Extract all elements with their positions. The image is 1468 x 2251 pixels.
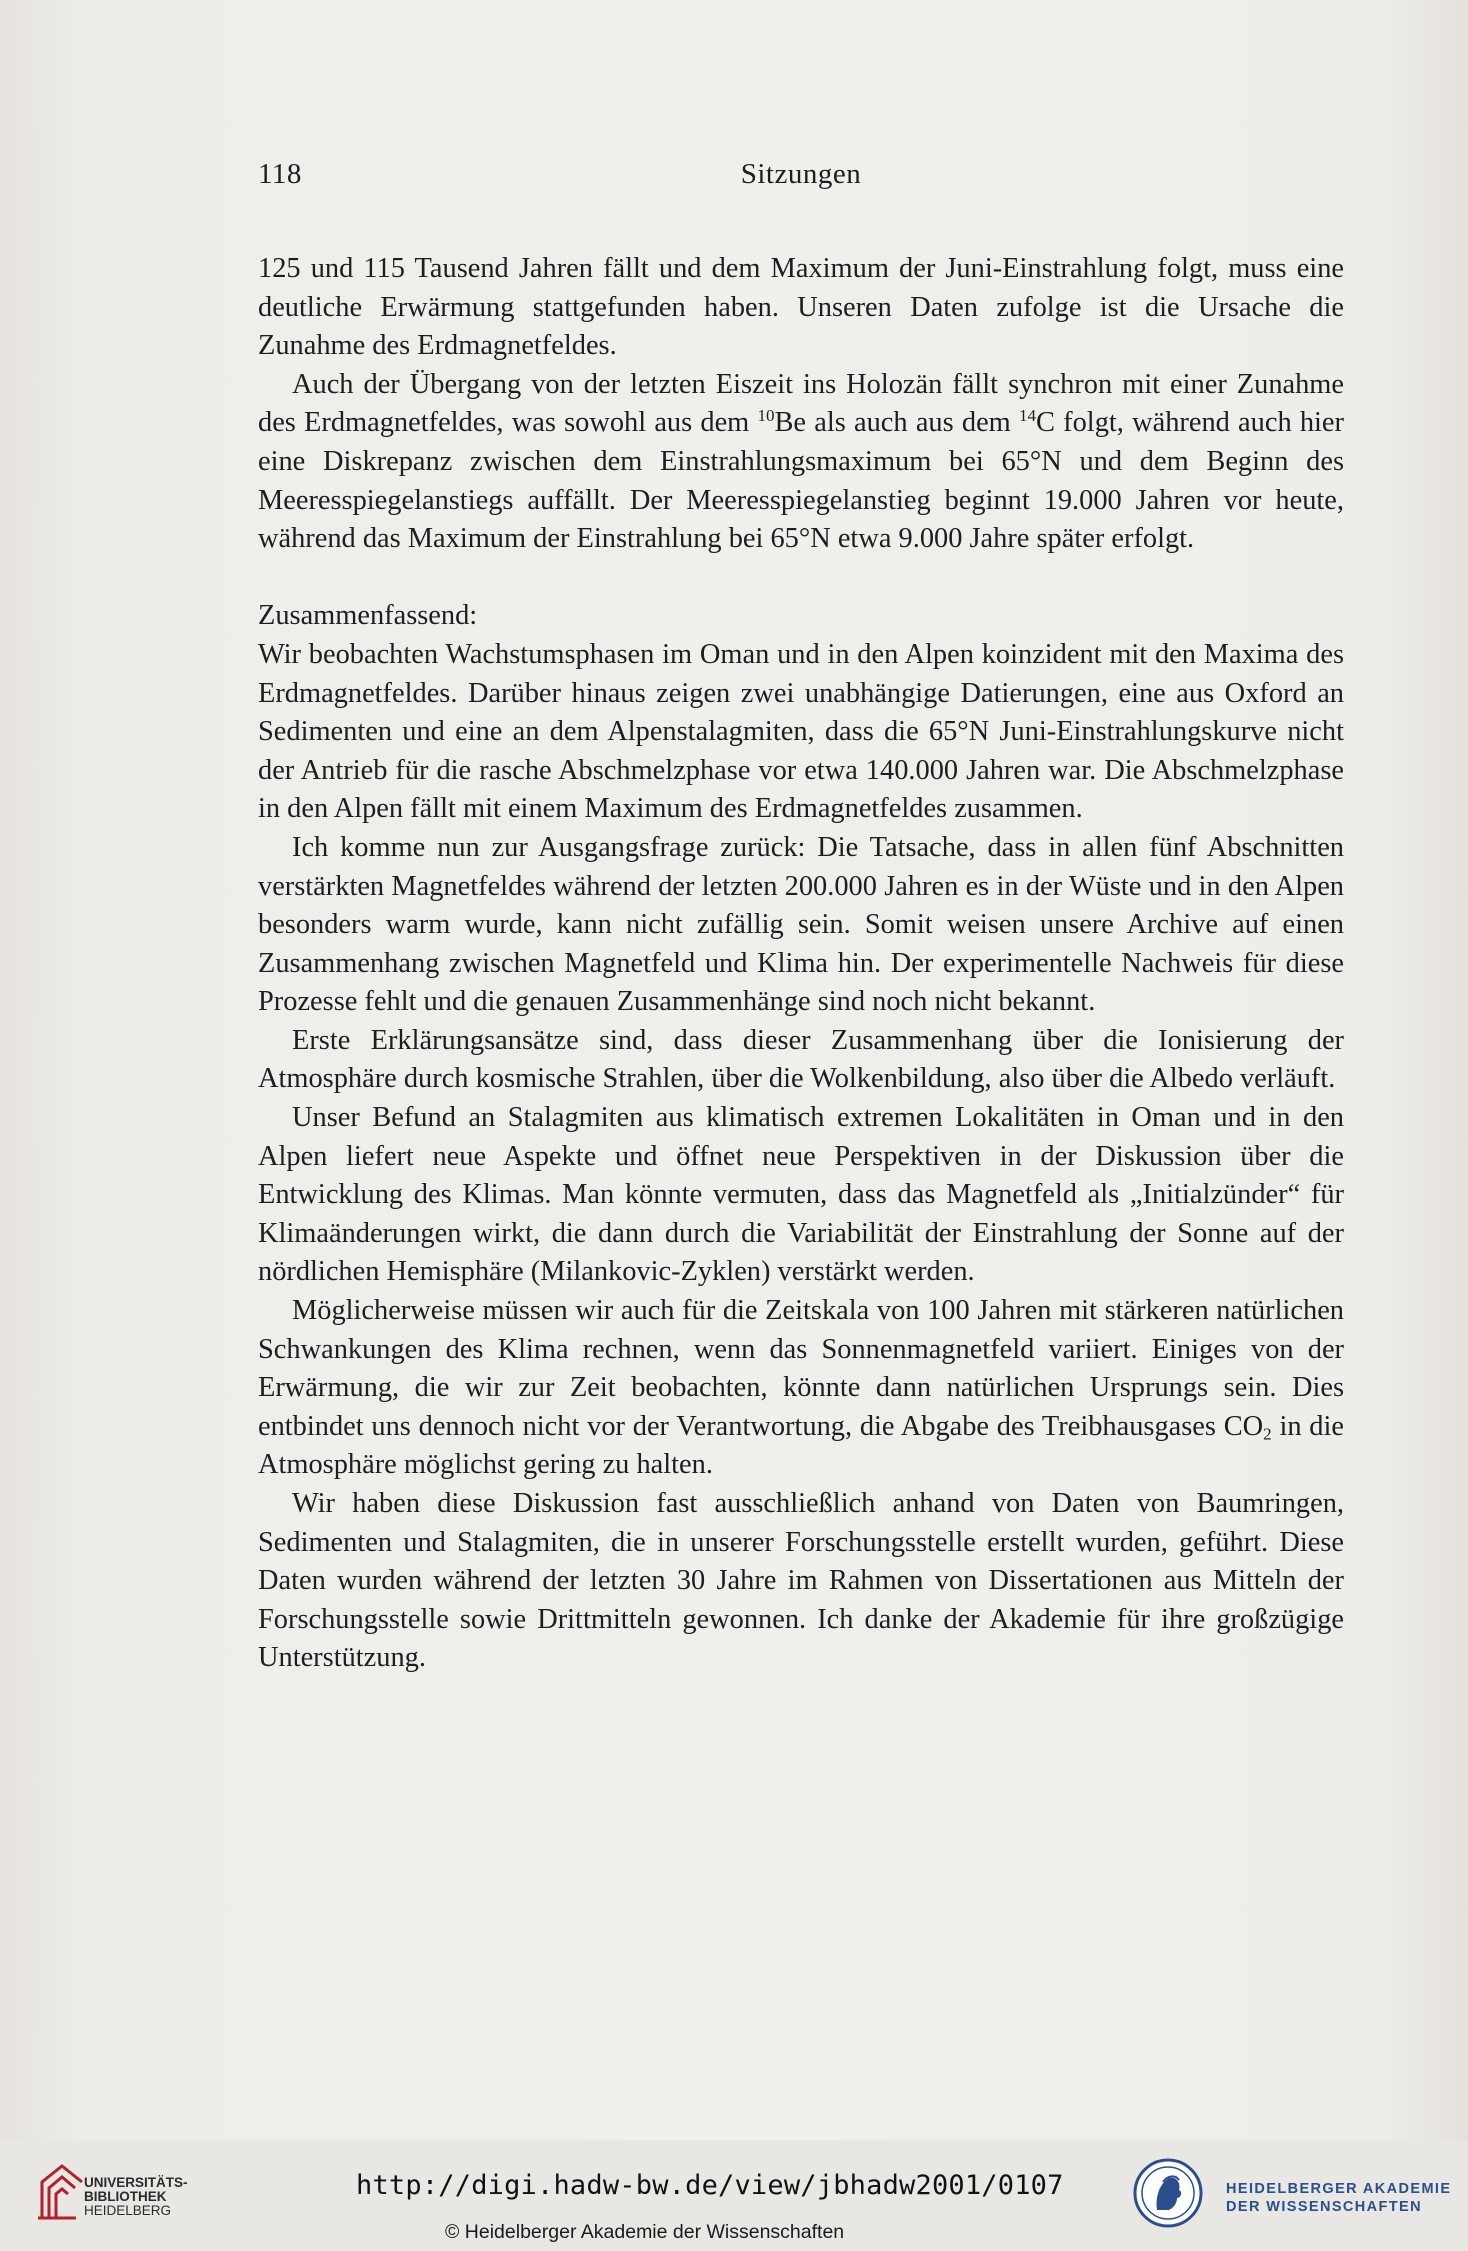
page-number: 118 (258, 158, 302, 190)
footer-bar (0, 2140, 1468, 2251)
paragraph-4: Ich komme nun zur Ausgangsfrage zurück: Die Tatsache, dass in allen fünf Abschnitten verstärkten Magnetfeldes während der letzten 200.000 Jahren es in der Wüste und in den Alpen besonders warm wurde, kann nicht zufällig sein. Somit weisen unsere Archive auf einen Zusammenhang zwischen Magnetfeld und Klima hin. Der experimentelle Nachweis für diese Prozesse fehlt und die genauen Zusammenhänge sind noch nicht bekannt. (258, 831, 1344, 1018)
paragraph-1: 125 und 115 Tausend Jahren fällt und dem Maximum der Juni-Einstrahlung folgt, muss eine deutliche Erwärmung stattgefunden haben. Unseren Daten zufolge ist die Ursache die Zunahme des Erdmagnetfeldes. (258, 253, 1344, 362)
paragraph-7: Möglicherweise müssen wir auch für die Zeitskala von 100 Jahren mit stärkeren natürlichen Schwankungen des Klima rechnen, wenn das Sonnenmagnetfeld variiert. Einiges von der Erwärmung, die wir zur Zeit beobachten, könnte dann natürlichen Ursprungs sein. Dies entbindet uns dennoch nicht vor der Verantwortung, die Abgabe des Treibhausgases $CO_2$ in die Atmosphäre möglichst gering zu halten. (258, 1295, 1344, 1481)
isotope-14-superscript: 14 (1018, 406, 1036, 426)
academy-name: HEIDELBERGER AKADEMIE DER WISSENSCHAFTEN (1226, 2181, 1452, 2215)
academy-seal-icon[interactable] (1133, 2158, 1203, 2228)
body-text (258, 250, 1344, 1678)
copyright-notice: © Heidelberger Akademie der Wissenschaften (445, 2221, 845, 2243)
paragraph-2: Auch der Übergang von der letzten Eiszeit ins Holozän fällt synchron mit einer Zunahme des Erdmagnetfeldes, was sowohl aus dem $^{10}$Be als auch aus dem $^{14}$C folgt, während auch hier eine Diskrepanz zwischen dem Einstrahlungsmaximum bei 65°N und dem Beginn des Meeresspiegelanstiegs auffällt. Der Meeresspiegelanstieg beginnt 19.000 Jahren vor heute, während das Maximum der Einstrahlung bei 65°N etwa 9.000 Jahre später erfolgt. (258, 368, 1344, 555)
permalink-url[interactable]: http://digi.hadw-bw.de/view/jbhadw2001/0107 (356, 2170, 1064, 2201)
paragraph-8: Wir haben diese Diskussion fast ausschließlich anhand von Daten von Baumringen, Sedimenten und Stalagmiten, die in unserer Forschungsstelle erstellt wurden, geführt. Diese Daten wurden während der letzten 30 Jahre im Rahmen von Dissertationen aus Mitteln der Forschungsstelle sowie Drittmitteln gewonnen. Ich danke der Akademie für ihre großzügige Unterstützung. (258, 1488, 1344, 1674)
university-library-logo-icon[interactable] (36, 2160, 88, 2224)
co2-subscript: 2 (1263, 1424, 1272, 1444)
paragraph-5: Erste Erklärungsansätze sind, dass dieser Zusammenhang über die Ionisierung der Atmosphäre durch kosmische Strahlen, über die Wolkenbildung, also über die Albedo verläuft. (258, 1024, 1344, 1095)
section-heading: Zusammenfassend: (258, 600, 478, 632)
university-library-name: UNIVERSITÄTS- BIBLIOTHEK HEIDELBERG (84, 2175, 188, 2218)
running-head: Sitzungen (740, 158, 862, 190)
page-header (258, 158, 1344, 194)
paragraph-6: Unser Befund an Stalagmiten aus klimatisch extremen Lokalitäten in Oman und in den Alpen liefert neue Aspekte und öffnet neue Perspektiven in der Diskussion über die Entwicklung des Klimas. Man könnte vermuten, dass das Magnetfeld als „Initialzünder“ für Klimaänderungen wirkt, die dann durch die Variabilität der Einstrahlung der Sonne auf der nördlichen Hemisphäre (Milankovic-Zyklen) verstärkt werden. (258, 1102, 1344, 1288)
paragraph-3: Wir beobachten Wachstumsphasen im Oman und in den Alpen koinzident mit den Maxima des Erdmagnetfeldes. Darüber hinaus zeigen zwei unabhängige Datierungen, eine aus Oxford an Sedimenten und eine an dem Alpenstalagmiten, dass die 65°N Juni-Einstrahlungskurve nicht der Antrieb für die rasche Abschmelzphase vor etwa 140.000 Jahren war. Die Abschmelzphase in den Alpen fällt mit einem Maximum des Erdmagnetfeldes zusammen. (258, 638, 1344, 825)
isotope-10-superscript: 10 (757, 406, 775, 426)
